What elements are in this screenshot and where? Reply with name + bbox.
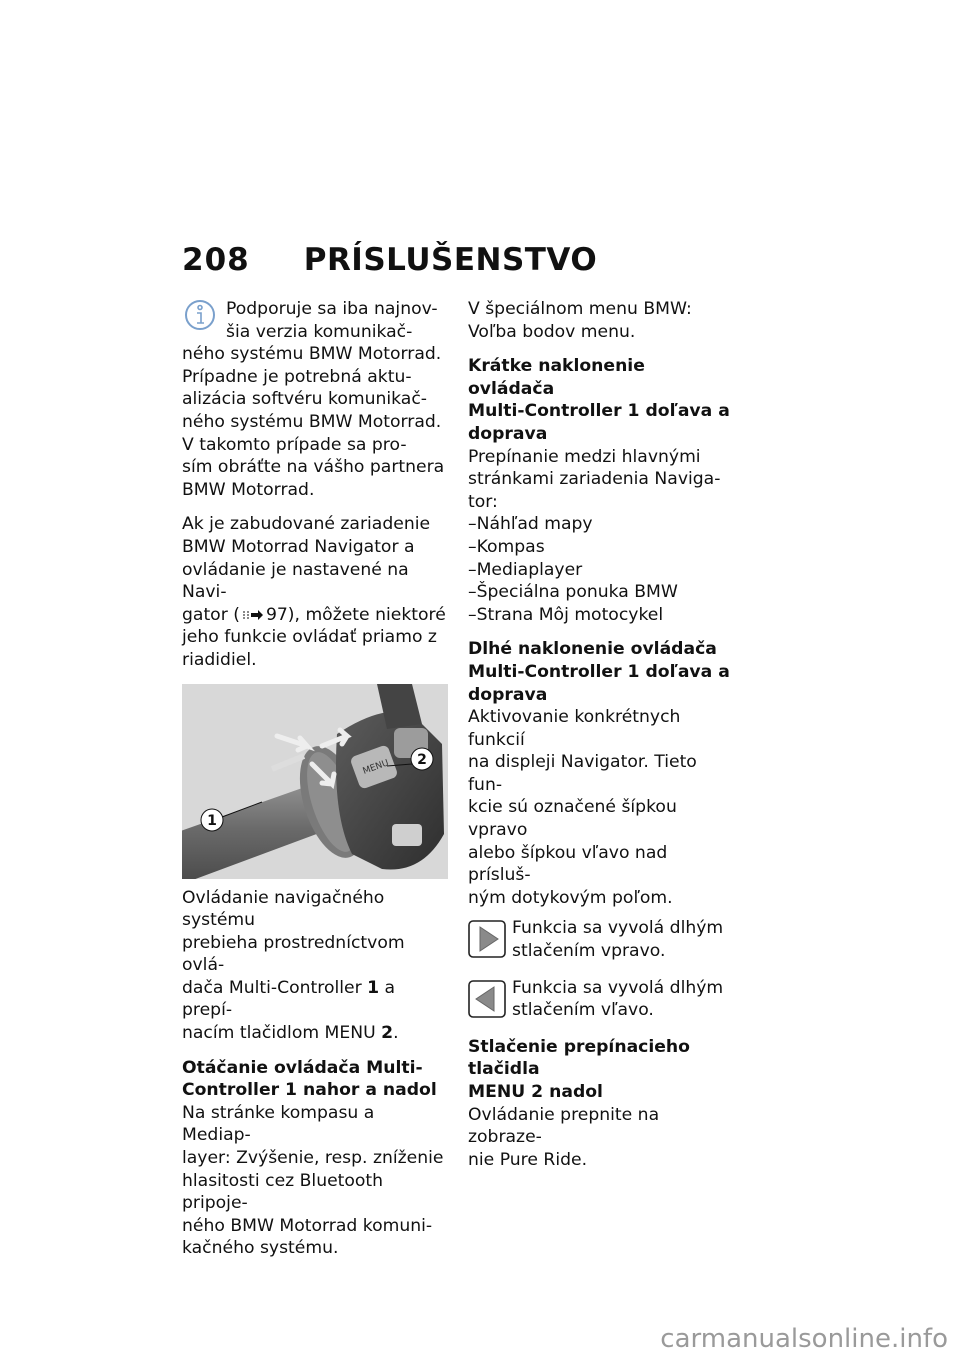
note-line: alizácia softvéru komunikač- <box>182 389 427 410</box>
navigator-pages-list <box>468 513 734 626</box>
page-reference-arrow-icon <box>242 609 264 621</box>
note-line: Prípadne je potrebná aktu- <box>182 366 412 387</box>
controller-paragraph: Ovládanie navigačného systému prebieha prostredníctvom ovlá- dača Multi-Controller 1 a prepí- nacím tlačidlom MENU 2. <box>182 887 405 1044</box>
long-press-left-row: Funkcia sa vyvolá dlhým stlačením vľavo. <box>468 977 734 1022</box>
list-item: – Mediaplayer <box>468 559 734 582</box>
section-heading: Dlhé naklonenie ovládača Multi-Controller 1 doľava a doprava <box>468 639 730 705</box>
note-line: sím obráťte na vášho partnera <box>182 457 445 478</box>
watermark: carmanualsonline.info <box>660 1324 948 1354</box>
arrow-left-key-icon <box>468 980 506 1018</box>
callout-2: 2 <box>417 751 427 768</box>
note-line: BMW Motorrad. <box>182 479 315 500</box>
list-item: – Náhľad mapy <box>468 513 734 536</box>
volume-paragraph: Na stránke kompasu a Mediap- layer: Zvýšenie, resp. zníženie hlasitosti cez Bluetooth pripoje- ného BMW Motorrad komuni- kačného systému. <box>182 1102 444 1259</box>
list-item: – Kompas <box>468 536 734 559</box>
arrow-right-key-icon <box>468 920 506 958</box>
right-column <box>468 298 734 1171</box>
section-heading: Stlačenie prepínacieho tlačidla MENU 2 nadol <box>468 1036 690 1102</box>
note-line: ného systému BMW Motorrad. <box>182 344 442 365</box>
navigator-paragraph: Ak je zabudované zariadenie BMW Motorrad Navigator a ovládanie je nastavené na Navi- gator ( 97), môžete niektoré jeho funkcie ovládať priamo z riadidiel. <box>182 514 446 670</box>
callout-1: 1 <box>207 812 217 829</box>
handlebar-illustration <box>182 684 448 879</box>
long-press-right-row: Funkcia sa vyvolá dlhým stlačením vpravo. <box>468 917 734 962</box>
note-line: ného systému BMW Motorrad. <box>182 411 442 432</box>
page-number: 208 <box>182 242 250 278</box>
page-reference-link[interactable]: 97), môžete niektoré <box>265 604 446 625</box>
info-note <box>182 298 448 501</box>
pages-paragraph: Prepínanie medzi hlavnými stránkami zariadenia Naviga- tor: <box>468 446 721 512</box>
left-column <box>182 298 448 1272</box>
menu-button-label: MENU <box>361 757 391 777</box>
section-heading: Otáčanie ovládača Multi- Controller 1 nahor a nadol <box>182 1057 437 1101</box>
functions-paragraph: Aktivovanie konkrétnych funkcií na displeji Navigator. Tieto fun- kcie sú označené šípkou vpravo alebo šípkou vľavo nad prísluš- ným dotykovým poľom. <box>468 707 697 908</box>
info-icon <box>182 298 222 336</box>
note-line: šia verzia komunikač- <box>226 321 413 342</box>
page-title: PRÍSLUŠENSTVO <box>303 242 598 278</box>
handlebar-controller-figure <box>182 684 448 879</box>
note-line: V takomto prípade sa pro- <box>182 434 407 455</box>
note-line: Podporuje sa iba najnov- <box>226 299 438 319</box>
page-header <box>182 240 597 280</box>
list-item: – Špeciálna ponuka BMW <box>468 581 734 604</box>
pure-ride-paragraph: Ovládanie prepnite na zobraze- nie Pure Ride. <box>468 1104 660 1170</box>
list-item: – Strana Môj motocykel <box>468 604 734 627</box>
section-heading: Krátke naklonenie ovládača Multi-Controller 1 doľava a doprava <box>468 356 730 444</box>
special-menu-paragraph: V špeciálnom menu BMW: Voľba bodov menu. <box>468 299 692 342</box>
